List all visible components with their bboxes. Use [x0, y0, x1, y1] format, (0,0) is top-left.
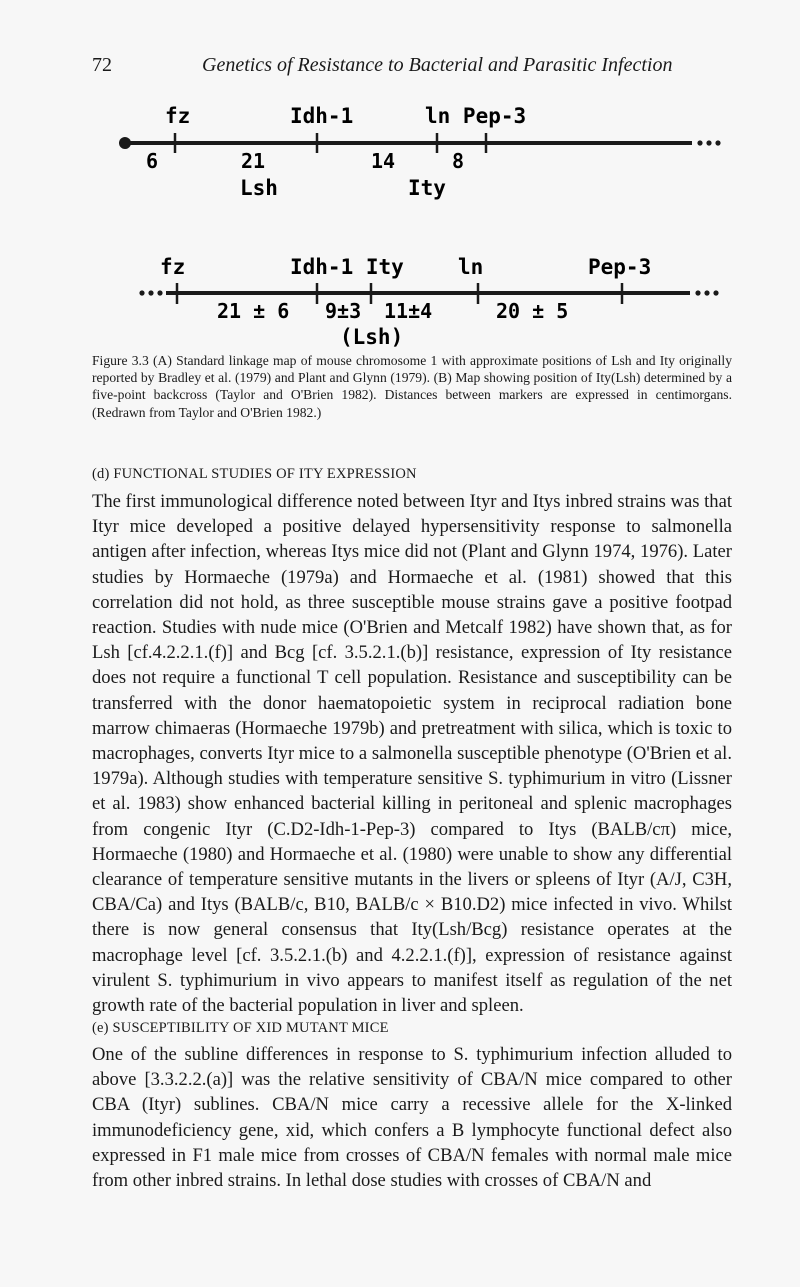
map-b-marker-ln: ln	[458, 255, 484, 279]
map-a-distance-21: 21	[241, 149, 266, 173]
map-a-distance-6: 6	[146, 149, 159, 173]
map-a-label-lsh: Lsh	[240, 176, 278, 200]
section-e-heading-text: (e) SUSCEPTIBILITY OF XID MUTANT MICE	[92, 1020, 389, 1036]
map-b-label-lsh: (Lsh)	[340, 325, 404, 349]
section-e-paragraph-text: One of the subline differences in response to S. typhimurium infection alluded to above [3.3.2.2.(a)] was the relative sensitivity of CBA/N mice compared to other CBA (Ityr) sublines. CBA/N mice carry a recessive allele for the X-linked immunodeficiency gene, xid, which confers a B lymphocyte functional defect also expressed in F1 male mice from crosses of CBA/N females with normal male mice from other inbred strains. In lethal dose studies with crosses of CBA/N and	[92, 1044, 732, 1192]
page-number: 72	[92, 54, 112, 76]
linkage-maps	[0, 0, 800, 360]
figure-caption	[92, 352, 732, 421]
running-title: Genetics of Resistance to Bacterial and Parasitic Infection	[202, 54, 673, 76]
section-d-paragraph-text: The first immunological difference noted between Ityr and Itys inbred strains was that Ityr mice developed a positive delayed hypersensitivity response to salmonella antigen after infection, whereas Itys mice did not (Plant and Glynn 1974, 1976). Later studies by Hormaeche (1979a) and Hormaeche et al. (1981) showed that this correlation did not hold, as three susceptible mouse strains gave a positive footpad reaction. Studies with nude mice (O'Brien and Metcalf 1982) have shown that, as for Lsh [cf.4.2.2.1.(f)] and Bcg [cf. 3.5.2.1.(b)] resistance, expression of Ity resistance does not require a functional T cell population. Resistance and susceptibility can be transferred with the donor haematopoietic system in reciprocal radiation bone marrow chimaeras (Hormaeche 1979b) and pretreatment with silica, which is toxic to macrophages, converts Ityr mice to a salmonella susceptible phenotype (O'Brien et al. 1979a). Although studies with temperature sensitive S. typhimurium in vitro (Lissner et al. 1983) show enhanced bacterial killing in peritoneal and splenic macrophages from congenic Ityr (C.D2-Idh-1-Pep-3) compared to Itys (BALB/cπ) mice, Hormaeche (1980) and Hormaeche et al. (1980) were unable to show any differential clearance of temperature sensitive mutants in the livers or spleens of Ityr (A/J, C3H, CBA/Ca) and Itys (BALB/c, B10, BALB/c × B10.D2) mice infected in vivo. Whilst there is now general consensus that Ity(Lsh/Bcg) resistance operates at the macrophage level [cf. 3.5.2.1.(b) and 4.2.2.1.(f)], expression of resistance against virulent S. typhimurium in vivo appears to manifest itself as regulation of the net growth rate of the bacterial population in liver and spleen.	[92, 491, 732, 1017]
map-b-marker-pep3: Pep-3	[588, 255, 652, 279]
map-b-marker-fz: fz	[160, 255, 186, 279]
figure-3-3	[0, 0, 800, 360]
map-b-marker-idh1-ity: Idh-1 Ity	[290, 255, 404, 279]
map-a-marker-fz: fz	[165, 104, 191, 128]
section-d-heading-text: (d) FUNCTIONAL STUDIES OF ITY EXPRESSION	[92, 466, 417, 482]
map-a-marker-ln-pep3: ln Pep-3	[425, 104, 527, 128]
map-a-distance-14: 14	[371, 149, 396, 173]
section-d-heading	[92, 466, 732, 483]
map-b-distance-9: 9±3	[325, 299, 362, 323]
section-e-heading	[92, 1020, 732, 1037]
section-e-paragraph	[92, 1042, 732, 1193]
figure-caption-text: Figure 3.3 (A) Standard linkage map of mouse chromosome 1 with approximate positions of Lsh and Ity originally reported by Bradley et al. (1979) and Plant and Glynn (1979). (B) Map showing position of Ity(Lsh) determined by a five-point backcross (Taylor and O'Brien 1982). Distances between markers are expressed in centimorgans. (Redrawn from Taylor and O'Brien 1982.)	[92, 353, 732, 420]
map-a-distance-8: 8	[452, 149, 465, 173]
map-b-distance-11: 11±4	[384, 299, 433, 323]
map-b-distance-20: 20 ± 5	[496, 299, 569, 323]
map-a-label-ity: Ity	[408, 176, 446, 200]
section-d-paragraph	[92, 489, 732, 1018]
map-a-marker-idh1: Idh-1	[290, 104, 354, 128]
map-b-distance-21: 21 ± 6	[217, 299, 290, 323]
